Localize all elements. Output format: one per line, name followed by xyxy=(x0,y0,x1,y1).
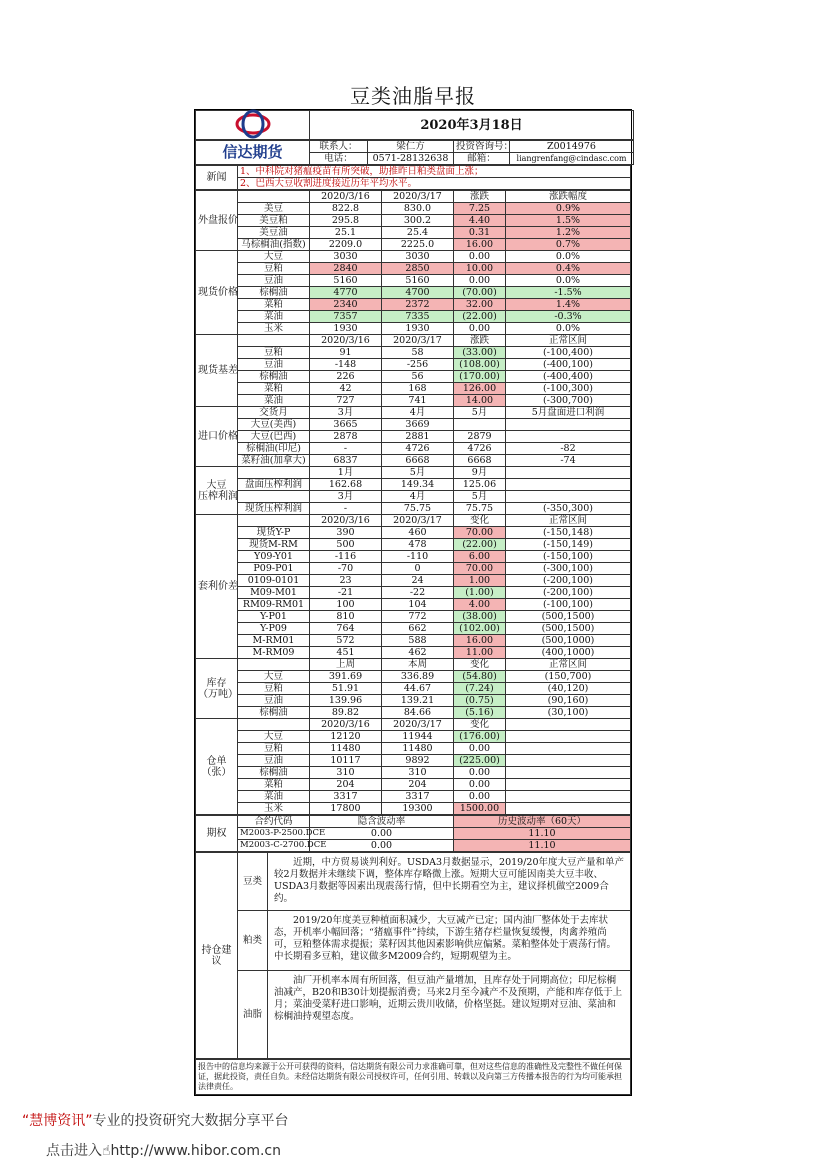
report-date: 2020年3月18日 xyxy=(310,111,634,140)
options-row: M2003-P-2500.DCE 0.00 11.10 xyxy=(196,828,631,840)
arbitrage-spread-row: M-RM09 451 462 11.00 (400,1000) xyxy=(196,647,631,659)
spot-basis-header: 现货基差 2020/3/16 2020/3/17 涨跌 正常区间 xyxy=(196,335,631,347)
inventory-header: 库存 （万吨） 上周 本周 变化 正常区间 xyxy=(196,659,631,671)
crush-profit-row: 3月 4月 5月 xyxy=(196,491,631,503)
options-row: M2003-C-2700.DCE 0.00 11.10 xyxy=(196,840,631,852)
spot-price-label: 现货价格 xyxy=(196,251,238,335)
logo xyxy=(196,111,310,140)
advice-text: 2019/20年度美豆种植面积减少，大豆减产已定；国内油厂整体处于去库状态，开机率小幅回落；“猪瘟事件”持续，下游生猪存栏量恢复缓慢，肉禽养殖尚可，豆粕整体需求提振；菜籽因其他因素影响供应偏紧。菜粕整体处于震荡行情。中长期看多豆粕，建议做多M2009合约，短期观望为主。 xyxy=(268,911,631,971)
advice-text: 油厂开机率本周有所回落，但豆油产量增加，且库存处于同期高位；印尼棕榈油减产，B20和B30计划提振消费；马来2月至今减产不及预期，产能和库存低于上月；菜油受菜籽进口影响，近期云贵川收储，价格坚挺。建议短期对豆油、菜油和棕榈油持观望态度。 xyxy=(268,971,631,1059)
spot-basis-row: 菜油 727 741 14.00 (-300,700) xyxy=(196,395,631,407)
cinda-logo-icon xyxy=(233,111,273,137)
crush-profit-row: 大豆 压榨利润 1月 5月 9月 xyxy=(196,467,631,479)
spot-price-row: 玉米 1930 1930 0.00 0.0% xyxy=(196,323,631,335)
spot-basis-row: 豆油 -148 -256 (108.00) (-400,100) xyxy=(196,359,631,371)
warehouse-receipt-label: 仓单 （张） xyxy=(196,719,238,815)
arbitrage-spread-row: Y09-Y01 -116 -110 6.00 (-150,100) xyxy=(196,551,631,563)
spot-basis-row: 菜粕 42 168 126.00 (-100,300) xyxy=(196,383,631,395)
inventory-row: 豆粕 51.91 44.67 (7.24) (40,120) xyxy=(196,683,631,695)
spot-basis-label: 现货基差 xyxy=(196,335,238,407)
spot-basis-row: 豆粕 91 58 (33.00) (-100,400) xyxy=(196,347,631,359)
inventory-label: 库存 （万吨） xyxy=(196,659,238,719)
advice-text: 近期，中方贸易谈判利好。USDA3月数据显示，2019/20年度大豆产量和单产较2月数据并未继续下调，整体库存略微上涨。短期大豆可能因南美大豆丰收、USDA3月数据等因素出现震荡行情，但中长期看空为主，建议择机做空2009合约。 xyxy=(268,853,631,911)
crush-profit-row: 现货压榨利润 - 75.75 75.75 (-350,300) xyxy=(196,503,631,515)
import-price-row: 菜籽油(加拿大) 6837 6668 6668 -74 xyxy=(196,455,631,467)
warehouse-receipt-row: 菜粕 204 204 0.00 xyxy=(196,779,631,791)
inventory-row: 大豆 391.69 336.89 (54.80) (150,700) xyxy=(196,671,631,683)
options-label: 期权 xyxy=(196,816,238,852)
foreign-quote-header: 外盘报价 2020/3/16 2020/3/17 涨跌 涨跌幅度 xyxy=(196,191,631,203)
disclaimer-table xyxy=(195,1059,631,1095)
arbitrage-spread-row: RM09-RM01 100 104 4.00 (-100,100) xyxy=(196,599,631,611)
spot-price-row: 现货价格 大豆 3030 3030 0.00 0.0% xyxy=(196,251,631,263)
arbitrage-spread-row: Y-P01 810 772 (38.00) (500,1500) xyxy=(196,611,631,623)
contact-table: 信达期货 联系人： 梁仁方 投资咨询号： Z0014976 电话： 0571-28132638 邮箱： liangrenfang@cindasc.com xyxy=(195,140,634,165)
news-item: 2、巴西大豆收割进度接近历年平均水平。 xyxy=(238,178,631,190)
arbitrage-spread-row: M-RM01 572 588 16.00 (500,1000) xyxy=(196,635,631,647)
arbitrage-spread-row: 现货M-RM 500 478 (22.00) (-150,149) xyxy=(196,539,631,551)
spot-price-row: 棕榈油 4770 4700 (70.00) -1.5% xyxy=(196,287,631,299)
warehouse-receipt-row: 大豆 12120 11944 (176.00) xyxy=(196,731,631,743)
options-table: 期权 合约代码 隐含波动率 历史波动率（60天） M2003-P-2500.DCE 0.00 11.10 M2003-C-2700.DCE 0.00 11.10 xyxy=(195,815,631,852)
advice-name: 粕类 xyxy=(238,911,268,971)
warehouse-receipt-row: 棕榈油 310 310 0.00 xyxy=(196,767,631,779)
inventory-row: 棕榈油 89.82 84.66 (5.16) (30,100) xyxy=(196,707,631,719)
arbitrage-spread-row: Y-P09 764 662 (102.00) (500,1500) xyxy=(196,623,631,635)
spot-basis-row: 棕榈油 226 56 (170.00) (-400,400) xyxy=(196,371,631,383)
import-price-label: 进口价格 xyxy=(196,407,238,467)
spot-price-row: 豆粕 2840 2850 10.00 0.4% xyxy=(196,263,631,275)
foreign-quote-row: 美豆粕 295.8 300.2 4.40 1.5% xyxy=(196,215,631,227)
warehouse-receipt-header: 仓单 （张） 2020/3/16 2020/3/17 变化 xyxy=(196,719,631,731)
market-table xyxy=(195,190,631,815)
hand-cursor-icon: ☝ xyxy=(102,1143,111,1159)
page-title: 豆类油脂早报 xyxy=(350,84,476,108)
warehouse-receipt-row: 菜油 3317 3317 0.00 xyxy=(196,791,631,803)
import-price-header: 进口价格 交货月 3月 4月 5月 5月盘面进口利润 xyxy=(196,407,631,419)
news-label: 新闻 xyxy=(196,166,238,190)
advice-name: 油脂 xyxy=(238,971,268,1059)
inventory-row: 豆油 139.96 139.21 (0.75) (90,160) xyxy=(196,695,631,707)
import-price-row: 大豆(巴西) 2878 2881 2879 xyxy=(196,431,631,443)
arbitrage-spread-row: 现货Y-P 390 460 70.00 (-150,148) xyxy=(196,527,631,539)
advice-name: 豆类 xyxy=(238,853,268,911)
advice-label: 持仓建议 xyxy=(196,853,238,1059)
foreign-quote-label: 外盘报价 xyxy=(196,191,238,251)
import-price-row: 棕榈油(印尼) - 4726 4726 -82 xyxy=(196,443,631,455)
footer-link[interactable]: 点击进入☝http://www.hibor.com.cn xyxy=(46,1143,281,1159)
arbitrage-spread-header: 套利价差 2020/3/16 2020/3/17 变化 正常区间 xyxy=(196,515,631,527)
header-table xyxy=(195,110,634,140)
footer-slogan: “慧博资讯”专业的投资研究大数据分享平台 xyxy=(22,1113,289,1129)
arbitrage-spread-row: P09-P01 -70 0 70.00 (-300,100) xyxy=(196,563,631,575)
warehouse-receipt-row: 玉米 17800 19300 1500.00 xyxy=(196,803,631,815)
arbitrage-spread-row: M09-M01 -21 -22 (1.00) (-200,100) xyxy=(196,587,631,599)
warehouse-receipt-row: 豆粕 11480 11480 0.00 xyxy=(196,743,631,755)
disclaimer: 报告中的信息均来源于公开可获得的资料，信达期货有限公司力求准确可靠，但对这些信息的准确性及完整性不做任何保证，据此投资，责任自负。未经信达期货有限公司授权许可，任何引用、转载以及向第三方传播本报告的行为均可能承担法律责任。 xyxy=(196,1060,631,1095)
arbitrage-spread-row: 0109-0101 23 24 1.00 (-200,100) xyxy=(196,575,631,587)
report-sheet xyxy=(194,109,632,1096)
crush-profit-label: 大豆 压榨利润 xyxy=(196,467,238,515)
crush-profit-row: 盘面压榨利润 162.68 149.34 125.06 xyxy=(196,479,631,491)
news-item: 1、中科院对猪瘟疫苗有所突破，助推昨日粕类盘面上涨； xyxy=(238,166,631,178)
spot-price-row: 菜粕 2340 2372 32.00 1.4% xyxy=(196,299,631,311)
warehouse-receipt-row: 豆油 10117 9892 (225.00) xyxy=(196,755,631,767)
news-table xyxy=(195,165,631,190)
logo-text: 信达期货 xyxy=(196,141,310,165)
foreign-quote-row: 美豆油 25.1 25.4 0.31 1.2% xyxy=(196,227,631,239)
spot-price-row: 豆油 5160 5160 0.00 0.0% xyxy=(196,275,631,287)
advice-table xyxy=(195,852,631,1059)
foreign-quote-row: 美豆 822.8 830.0 7.25 0.9% xyxy=(196,203,631,215)
import-price-row: 大豆(美西) 3665 3669 xyxy=(196,419,631,431)
spot-price-row: 菜油 7357 7335 (22.00) -0.3% xyxy=(196,311,631,323)
arbitrage-spread-label: 套利价差 xyxy=(196,515,238,659)
foreign-quote-row: 马棕榈油(指数) 2209.0 2225.0 16.00 0.7% xyxy=(196,239,631,251)
